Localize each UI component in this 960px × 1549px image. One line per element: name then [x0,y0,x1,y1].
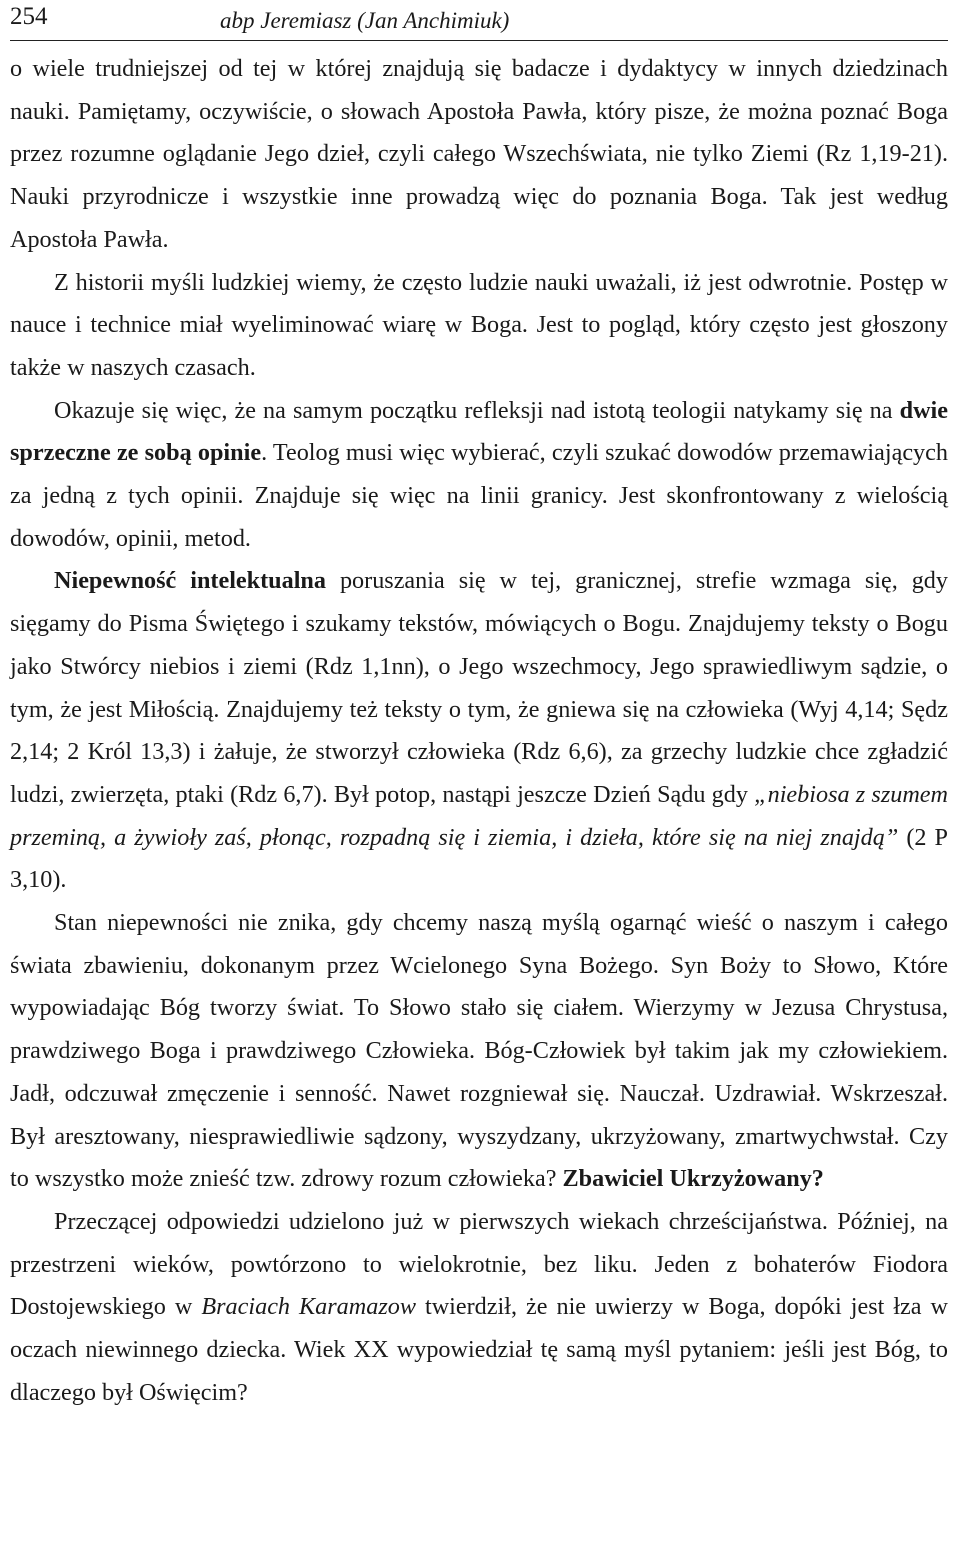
running-head: abp Jeremiasz (Jan Anchimiuk) [220,8,510,33]
bold-text: dwie sprzeczne ze sobą opinie [10,396,948,467]
page-header [10,0,948,41]
text-run: o wiele trudniejszej od tej w której znajdują się badacze i dydaktycy w innych dziedzinach nauki. Pamiętamy, oczywiście, o słowach Apostoła Pawła, który pisze, że można poznać Boga przez rozumne oglądanie Jego dzieł, czyli całego Wszechświata, nie tylko Ziemi (Rz 1,19-21). Nauki przyrodnicze i wszystkie inne prowadzą więc do poznania Boga. Tak jest według Apostoła Pawła. [10,55,948,253]
text-run: . Teolog musi więc wybierać, czyli szukać dowodów przemawiających za jedną z tych opinii. Znajduje się więc na linii granicy. Jest skonfrontowany z wielością dowodów, opinii, metod. [10,439,948,552]
text-run: Z historii myśli ludzkiej wiemy, że często ludzie nauki uważali, iż jest odwrotnie. Postęp w nauce i technice miał wyeliminować wiarę w Boga. Jest to pogląd, który często jest głoszony także w naszych czasach. [10,268,948,381]
body-text [10,48,948,1415]
paragraph [10,560,948,902]
page-number: 254 [10,3,48,30]
text-run: poruszania się w tej, granicznej, strefie wzmaga się, gdy sięgamy do Pisma Świętego i szukamy tekstów, mówiących o Bogu. Znajdujemy teksty o Bogu jako Stwórcy niebios i ziemi (Rdz 1,1nn), o Jego wszechmocy, Jego sprawiedliwym sądzie, o tym, że jest Miłością. Znajdujemy też teksty o tym, że gniewa się na człowieka (Wyj 4,14; Sędz 2,14; 2 Król 13,3) i żałuje, że stworzył człowieka (Rdz 6,6), za grzechy ludzkie chce zgładzić ludzi, zwierzęta, ptaki (Rdz 6,7). Był potop, nastąpi jeszcze Dzień Sądu gdy [10,567,948,808]
text-run: (2 P 3,10). [10,823,948,894]
text-run: twierdził, że nie uwierzy w Boga, dopóki jest łza w oczach niewinnego dziecka. Wiek XX wypowiedział tę samą myśl pytaniem: jeśli jest Bóg, to dlaczego był Oświęcim? [10,1293,949,1406]
text-run: Okazuje się więc, że na samym początku refleksji nad istotą teologii natykamy się na [54,396,900,424]
italic-text: „niebiosa z szumem przeminą, a żywioły zaś, płonąc, rozpadną się i ziemia, i dzieła, które się na niej znajdą” [10,780,948,851]
bold-text: Zbawiciel Ukrzyżowany? [562,1165,824,1193]
book-page [10,0,948,1415]
paragraph [10,48,948,262]
italic-text: Braciach Karamazow [201,1293,416,1321]
paragraph [10,902,948,1201]
paragraph [10,1201,948,1415]
paragraph [10,262,948,390]
text-run: Przeczącej odpowiedzi udzielono już w pierwszych wiekach chrześcijaństwa. Później, na przestrzeni wieków, powtórzono to wielokrotnie, bez liku. Jeden z bohaterów Fiodora Dostojewskiego w [10,1207,948,1321]
text-run: Stan niepewności nie znika, gdy chcemy naszą myślą ogarnąć wieść o naszym i całego świata zbawieniu, dokonanym przez Wcielonego Syna Bożego. Syn Boży to Słowo, Które wypowiadając Bóg tworzy świat. To Słowo stało się ciałem. Wierzymy w Jezusa Chrystusa, prawdziwego Boga i prawdziwego Człowieka. Bóg-Człowiek był takim jak my człowiekiem. Jadł, odczuwał zmęczenie i senność. Nawet rozgniewał się. Nauczał. Uzdrawiał. Wskrzeszał. Był aresztowany, niesprawiedliwie sądzony, wyszydzany, ukrzyżowany, zmartwychwstał. Czy to wszystko może znieść tzw. zdrowy rozum człowieka? [10,909,948,1193]
bold-text: Niepewność intelektualna [54,567,326,595]
paragraph [10,390,948,561]
